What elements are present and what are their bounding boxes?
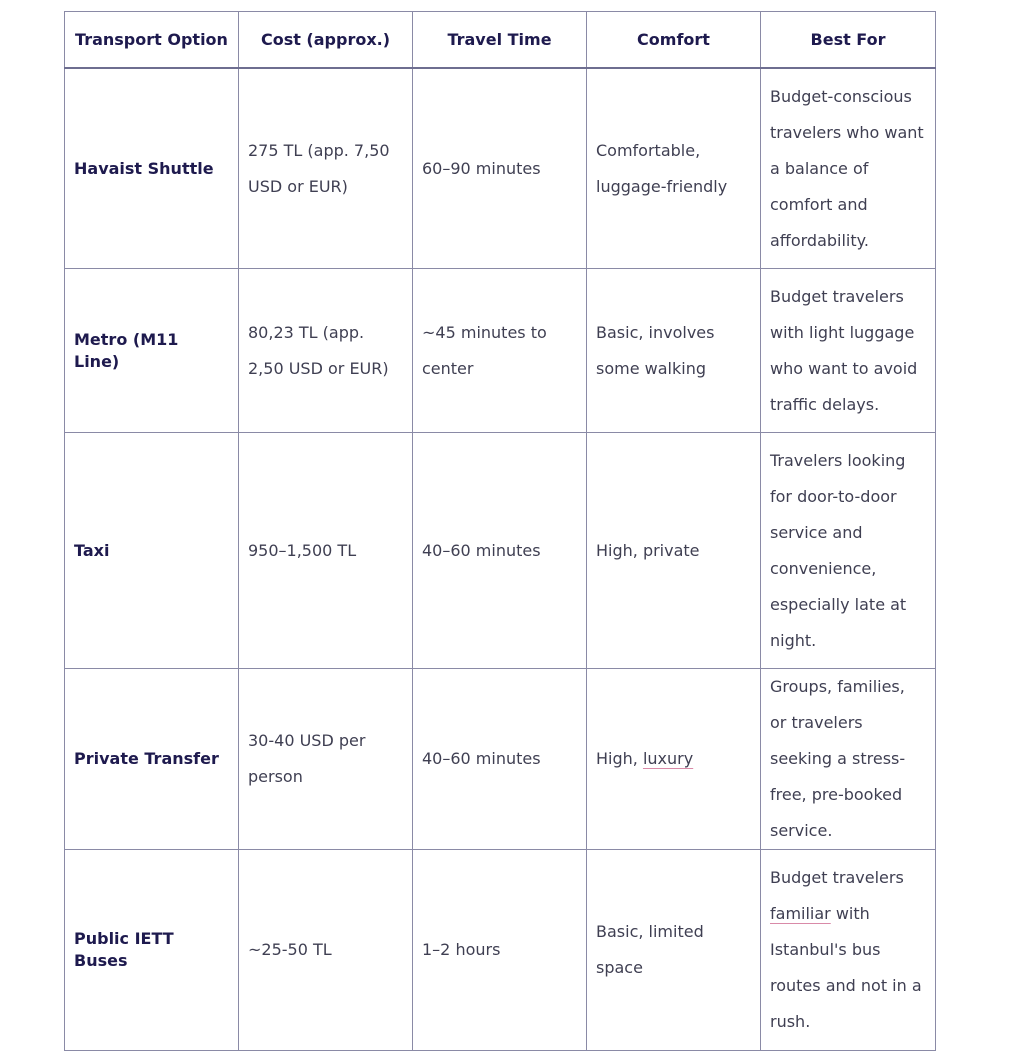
travel-time-cell: 1–2 hours xyxy=(413,850,587,1051)
best-for-cell: Travelers looking for door-to-door service and convenience, especially late at night. xyxy=(761,433,936,669)
header-row xyxy=(65,12,936,69)
cost-cell: 30-40 USD per person xyxy=(239,669,413,850)
header-transport-option: Transport Option xyxy=(65,12,239,69)
table-row xyxy=(65,850,936,1051)
table-row xyxy=(65,669,936,850)
transport-comparison-table xyxy=(64,11,935,1051)
header-best-for: Best For xyxy=(761,12,936,69)
transport-option-cell: Private Transfer xyxy=(65,669,239,850)
comfort-cell: Basic, involves some walking xyxy=(587,269,761,433)
travel-time-cell: ~45 minutes to center xyxy=(413,269,587,433)
comfort-cell: Comfortable, luggage-friendly xyxy=(587,68,761,269)
table-row xyxy=(65,433,936,669)
transport-option-cell: Metro (M11 Line) xyxy=(65,269,239,433)
header-travel-time: Travel Time xyxy=(413,12,587,69)
travel-time-cell: 40–60 minutes xyxy=(413,669,587,850)
header-comfort: Comfort xyxy=(587,12,761,69)
cost-cell: 950–1,500 TL xyxy=(239,433,413,669)
comfort-cell: High, private xyxy=(587,433,761,669)
travel-time-cell: 40–60 minutes xyxy=(413,433,587,669)
cost-cell: ~25-50 TL xyxy=(239,850,413,1051)
comfort-cell xyxy=(587,669,761,850)
spellcheck-flagged-word[interactable]: luxury xyxy=(642,749,694,768)
best-for-cell: Budget-conscious travelers who want a balance of comfort and affordability. xyxy=(761,68,936,269)
table-row xyxy=(65,269,936,433)
comfort-text: High, xyxy=(596,749,643,768)
spellcheck-flagged-word[interactable]: familiar xyxy=(770,904,831,923)
cost-cell: 275 TL (app. 7,50 USD or EUR) xyxy=(239,68,413,269)
best-for-cell: Budget travelers with light luggage who want to avoid traffic delays. xyxy=(761,269,936,433)
best-for-cell: Groups, families, or travelers seeking a stress-free, pre-booked service. xyxy=(761,669,936,850)
travel-time-cell: 60–90 minutes xyxy=(413,68,587,269)
best-for-cell xyxy=(761,850,936,1051)
table-row xyxy=(65,68,936,269)
best-for-text: with Istanbul's bus routes and not in a rush. xyxy=(770,904,922,1031)
header-cost: Cost (approx.) xyxy=(239,12,413,69)
transport-option-cell: Taxi xyxy=(65,433,239,669)
transport-option-cell: Havaist Shuttle xyxy=(65,68,239,269)
comparison-table xyxy=(64,11,936,1051)
comfort-cell: Basic, limited space xyxy=(587,850,761,1051)
cost-cell: 80,23 TL (app. 2,50 USD or EUR) xyxy=(239,269,413,433)
best-for-text: Budget travelers xyxy=(770,868,904,887)
transport-option-cell: Public IETT Buses xyxy=(65,850,239,1051)
